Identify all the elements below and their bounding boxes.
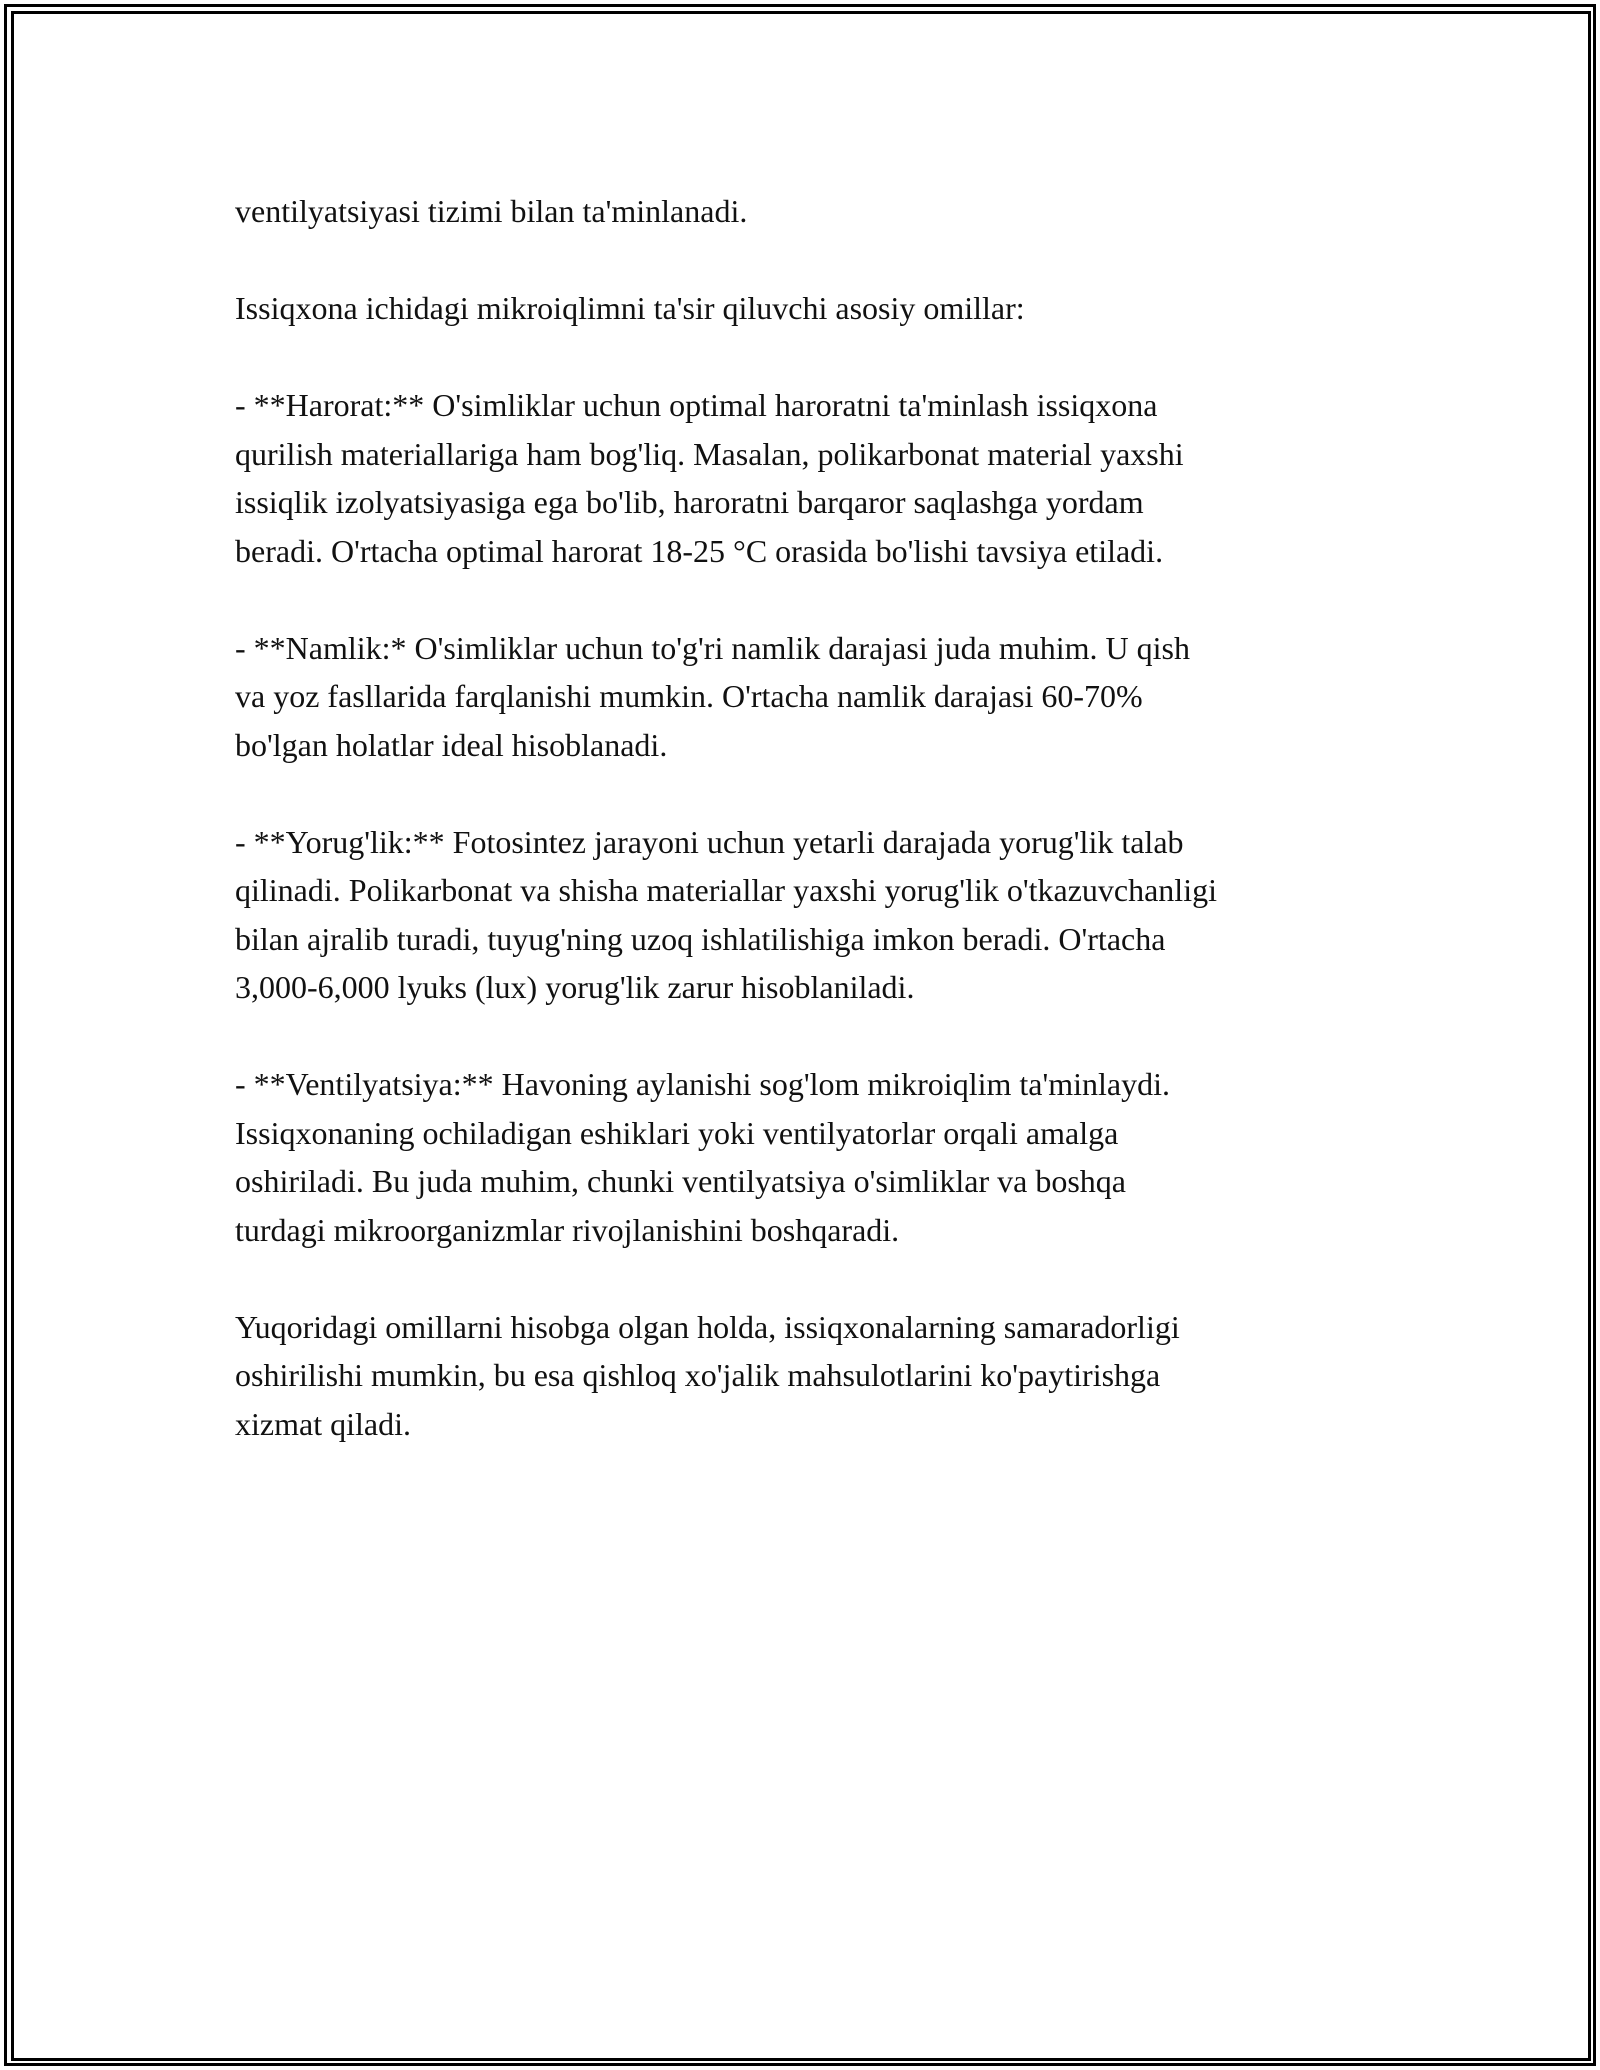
paragraph-continuation: ventilyatsiyasi tizimi bilan ta'minlanadi. [235, 193, 748, 229]
document-body [235, 187, 1375, 1448]
paragraph-intro: Issiqxona ichidagi mikroiqlimni ta'sir qiluvchi asosiy omillar: [235, 290, 1025, 326]
paragraph-ventilyatsiya: - **Ventilyatsiya:** Havoning aylanishi sog'lom mikroiqlim ta'minlaydi. Issiqxonaning ochiladigan eshiklari yoki ventilyatorlar orqali amalga oshiriladi. Bu juda muhim, chunki ventilyatsiya o'simliklar va boshqa turdagi mikroorganizmlar rivojlanishini boshqaradi. [235, 1066, 1170, 1248]
paragraph-namlik: - **Namlik:* O'simliklar uchun to'g'ri namlik darajasi juda muhim. U qish va yoz fasllarida farqlanishi mumkin. O'rtacha namlik darajasi 60-70% bo'lgan holatlar ideal hisoblanadi. [235, 629, 1190, 763]
paragraph-conclusion: Yuqoridagi omillarni hisobga olgan holda, issiqxonalarning samaradorligi oshirilishi mumkin, bu esa qishloq xo'jalik mahsulotlarini ko'paytirishga xizmat qiladi. [235, 1308, 1180, 1442]
paragraph-yoruglik: - **Yorug'lik:** Fotosintez jarayoni uchun yetarli darajada yorug'lik talab qilinadi. Polikarbonat va shisha materiallar yaxshi yorug'lik o'tkazuvchanligi bilan ajralib turadi, tuyug'ning uzoq ishlatilishiga imkon beradi. O'rtacha 3,000-6,000 lyuks (lux) yorug'lik zarur hisoblaniladi. [235, 823, 1217, 1005]
paragraph-harorat: - **Harorat:** O'simliklar uchun optimal haroratni ta'minlash issiqxona qurilish materiallariga ham bog'liq. Masalan, polikarbonat material yaxshi issiqlik izolyatsiyasiga ega bo'lib, haroratni barqaror saqlashga yordam beradi. O'rtacha optimal harorat 18-25 °C orasida bo'lishi tavsiya etiladi. [235, 387, 1184, 569]
